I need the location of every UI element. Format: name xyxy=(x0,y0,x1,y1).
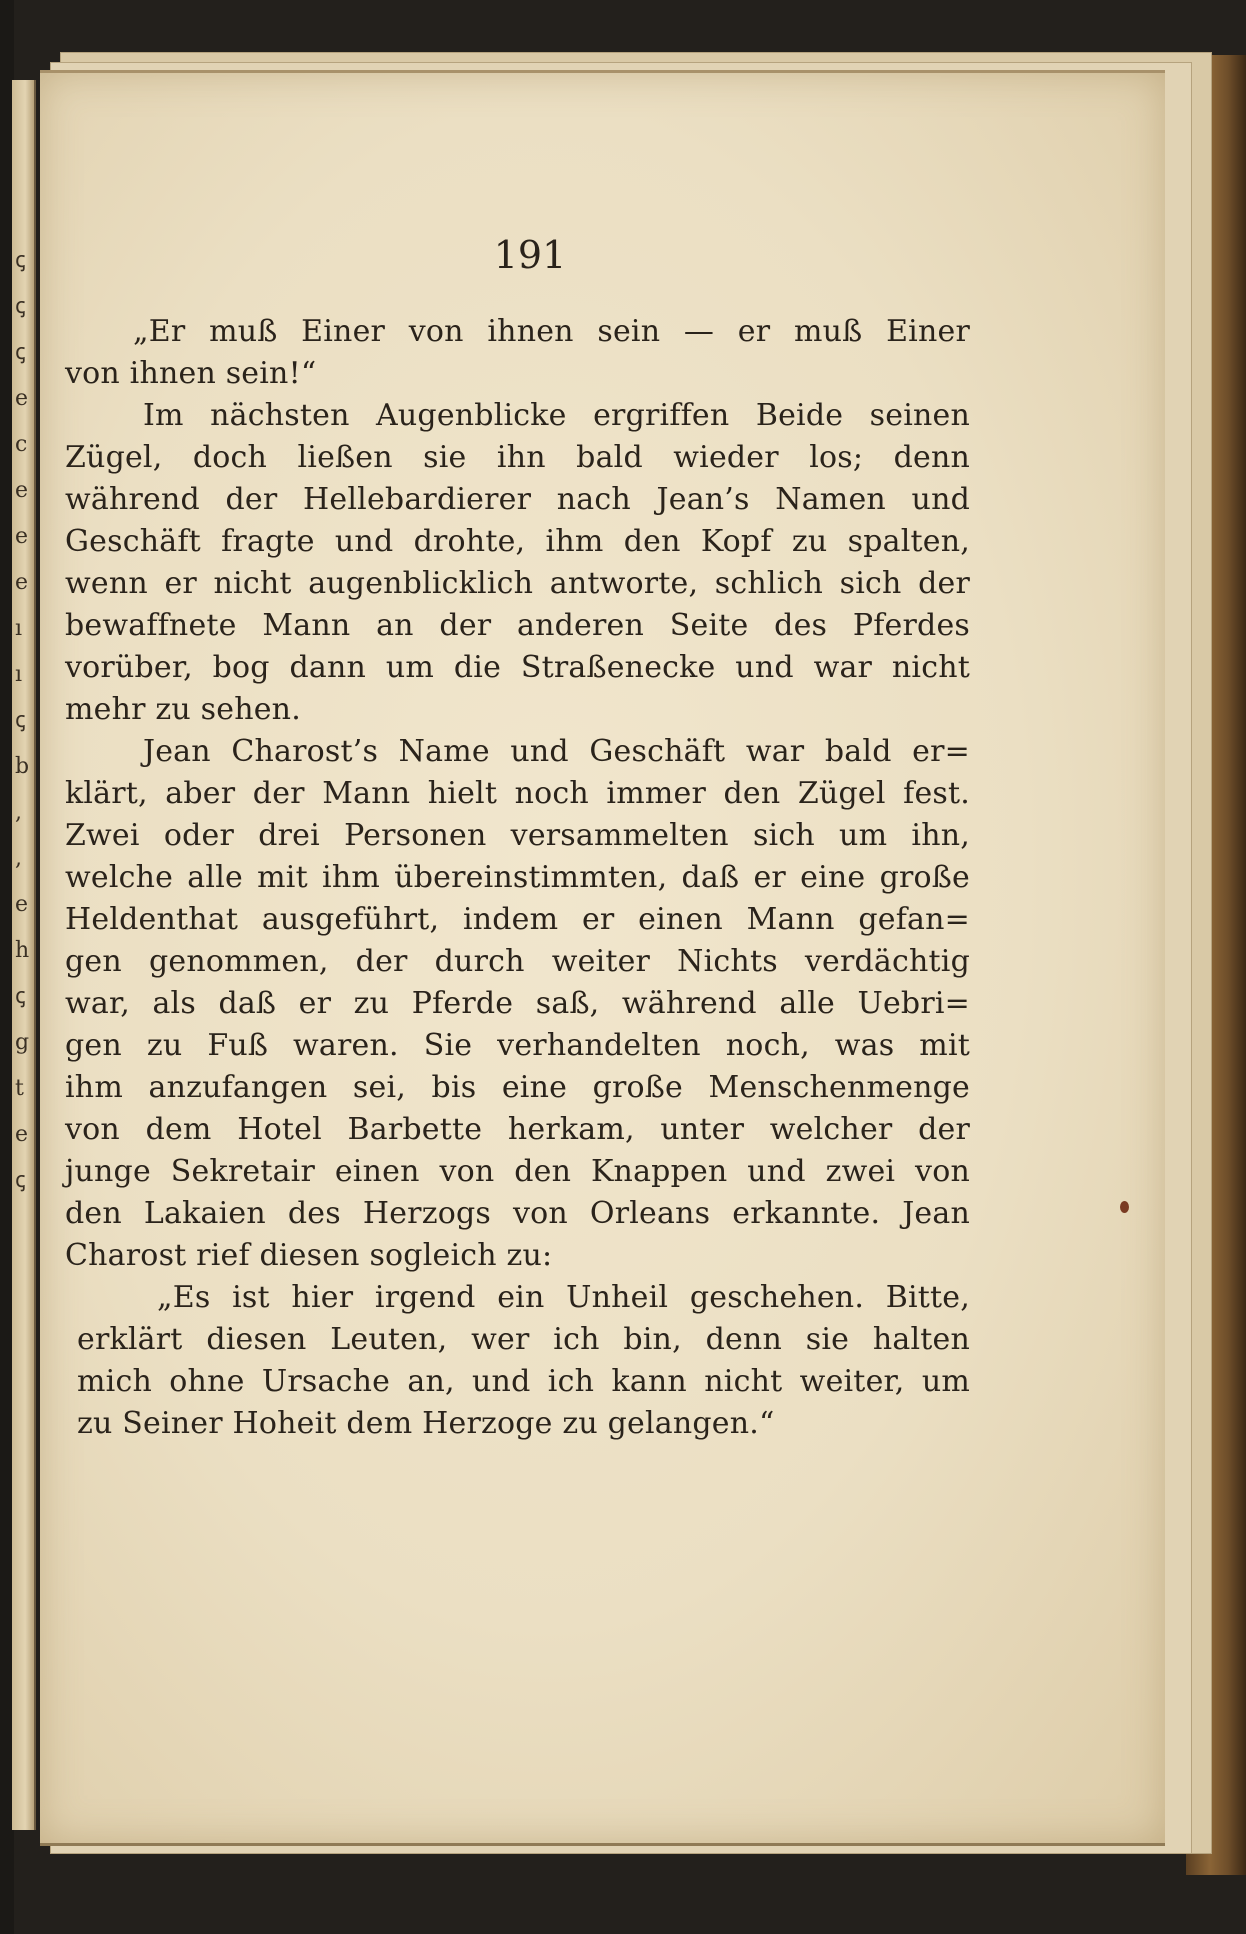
facing-page-glyph: e xyxy=(15,524,29,549)
text-line: von dem Hotel Barbette herkam, unter welcher der xyxy=(65,1112,970,1147)
facing-page-glyph: ꞔ xyxy=(15,294,26,319)
facing-page-glyph: ꞔ xyxy=(15,708,26,733)
facing-page-glyph: ꞔ xyxy=(15,1168,26,1193)
facing-page-glyph: ꞔ xyxy=(15,984,26,1009)
text-line: Zwei oder drei Personen versammelten sich um ihn, xyxy=(65,818,970,853)
facing-page-glyph: e xyxy=(15,386,29,411)
text-line: bewaffnete Mann an der anderen Seite des Pferdes xyxy=(65,608,970,643)
facing-page-edge xyxy=(12,80,36,1830)
facing-page-glyph: h xyxy=(15,938,30,963)
facing-page-glyph: , xyxy=(15,846,22,871)
facing-page-glyph: b xyxy=(15,754,30,779)
facing-page-glyph: ꞔ xyxy=(15,248,26,273)
text-line: Jean Charost’s Name und Geschäft war bald er= xyxy=(143,734,970,769)
text-line: ihm anzufangen sei, bis eine große Menschenmenge xyxy=(65,1070,970,1105)
ink-stain xyxy=(1120,1201,1129,1213)
facing-page-glyph: ı xyxy=(15,616,23,641)
body-text xyxy=(65,311,970,1445)
text-line: Charost rief diesen sogleich zu: xyxy=(65,1238,553,1273)
text-line: „Es ist hier irgend ein Unheil geschehen. Bitte, xyxy=(157,1280,970,1315)
text-line: klärt, aber der Mann hielt noch immer den Zügel fest. xyxy=(65,776,970,811)
facing-page-glyph: ꞔ xyxy=(15,340,26,365)
text-line: gen genommen, der durch weiter Nichts verdächtig xyxy=(65,944,970,979)
text-line: gen zu Fuß waren. Sie verhandelten noch, was mit xyxy=(65,1028,970,1063)
text-line: welche alle mit ihm übereinstimmten, daß er eine große xyxy=(65,860,970,895)
facing-page-glyph: e xyxy=(15,892,29,917)
book-page xyxy=(40,70,1165,1846)
facing-page-glyph: c xyxy=(15,432,28,457)
text-line: zu Seiner Hoheit dem Herzoge zu gelangen.“ xyxy=(77,1406,775,1441)
text-line: junge Sekretair einen von den Knappen und zwei von xyxy=(65,1154,970,1189)
facing-page-glyph: e xyxy=(15,1122,29,1147)
text-line: Geschäft fragte und drohte, ihm den Kopf zu spalten, xyxy=(65,524,970,559)
text-line: vorüber, bog dann um die Straßenecke und war nicht xyxy=(65,650,970,685)
text-line: während der Hellebardierer nach Jean’s Namen und xyxy=(65,482,970,517)
text-line: war, als daß er zu Pferde saß, während alle Uebri= xyxy=(65,986,970,1021)
text-line: den Lakaien des Herzogs von Orleans erkannte. Jean xyxy=(65,1196,970,1231)
facing-page-glyph: , xyxy=(15,800,22,825)
facing-page-glyph: t xyxy=(15,1076,24,1101)
page-number: 191 xyxy=(493,233,567,277)
text-line: mehr zu sehen. xyxy=(65,692,301,727)
text-line: „Er muß Einer von ihnen sein — er muß Einer xyxy=(133,314,970,349)
facing-page-glyph: e xyxy=(15,478,29,503)
text-line: Heldenthat ausgeführt, indem er einen Mann gefan= xyxy=(65,902,970,937)
text-line: mich ohne Ursache an, und ich kann nicht weiter, um xyxy=(77,1364,970,1399)
text-line: Im nächsten Augenblicke ergriffen Beide seinen xyxy=(143,398,970,433)
text-line: von ihnen sein!“ xyxy=(65,356,317,391)
facing-page-glyph: g xyxy=(15,1030,30,1055)
facing-page-glyph: ı xyxy=(15,662,23,687)
text-line: Zügel, doch ließen sie ihn bald wieder los; denn xyxy=(65,440,970,475)
text-line: erklärt diesen Leuten, wer ich bin, denn sie halten xyxy=(77,1322,970,1357)
facing-page-glyph: e xyxy=(15,570,29,595)
text-line: wenn er nicht augenblicklich antworte, schlich sich der xyxy=(65,566,970,601)
